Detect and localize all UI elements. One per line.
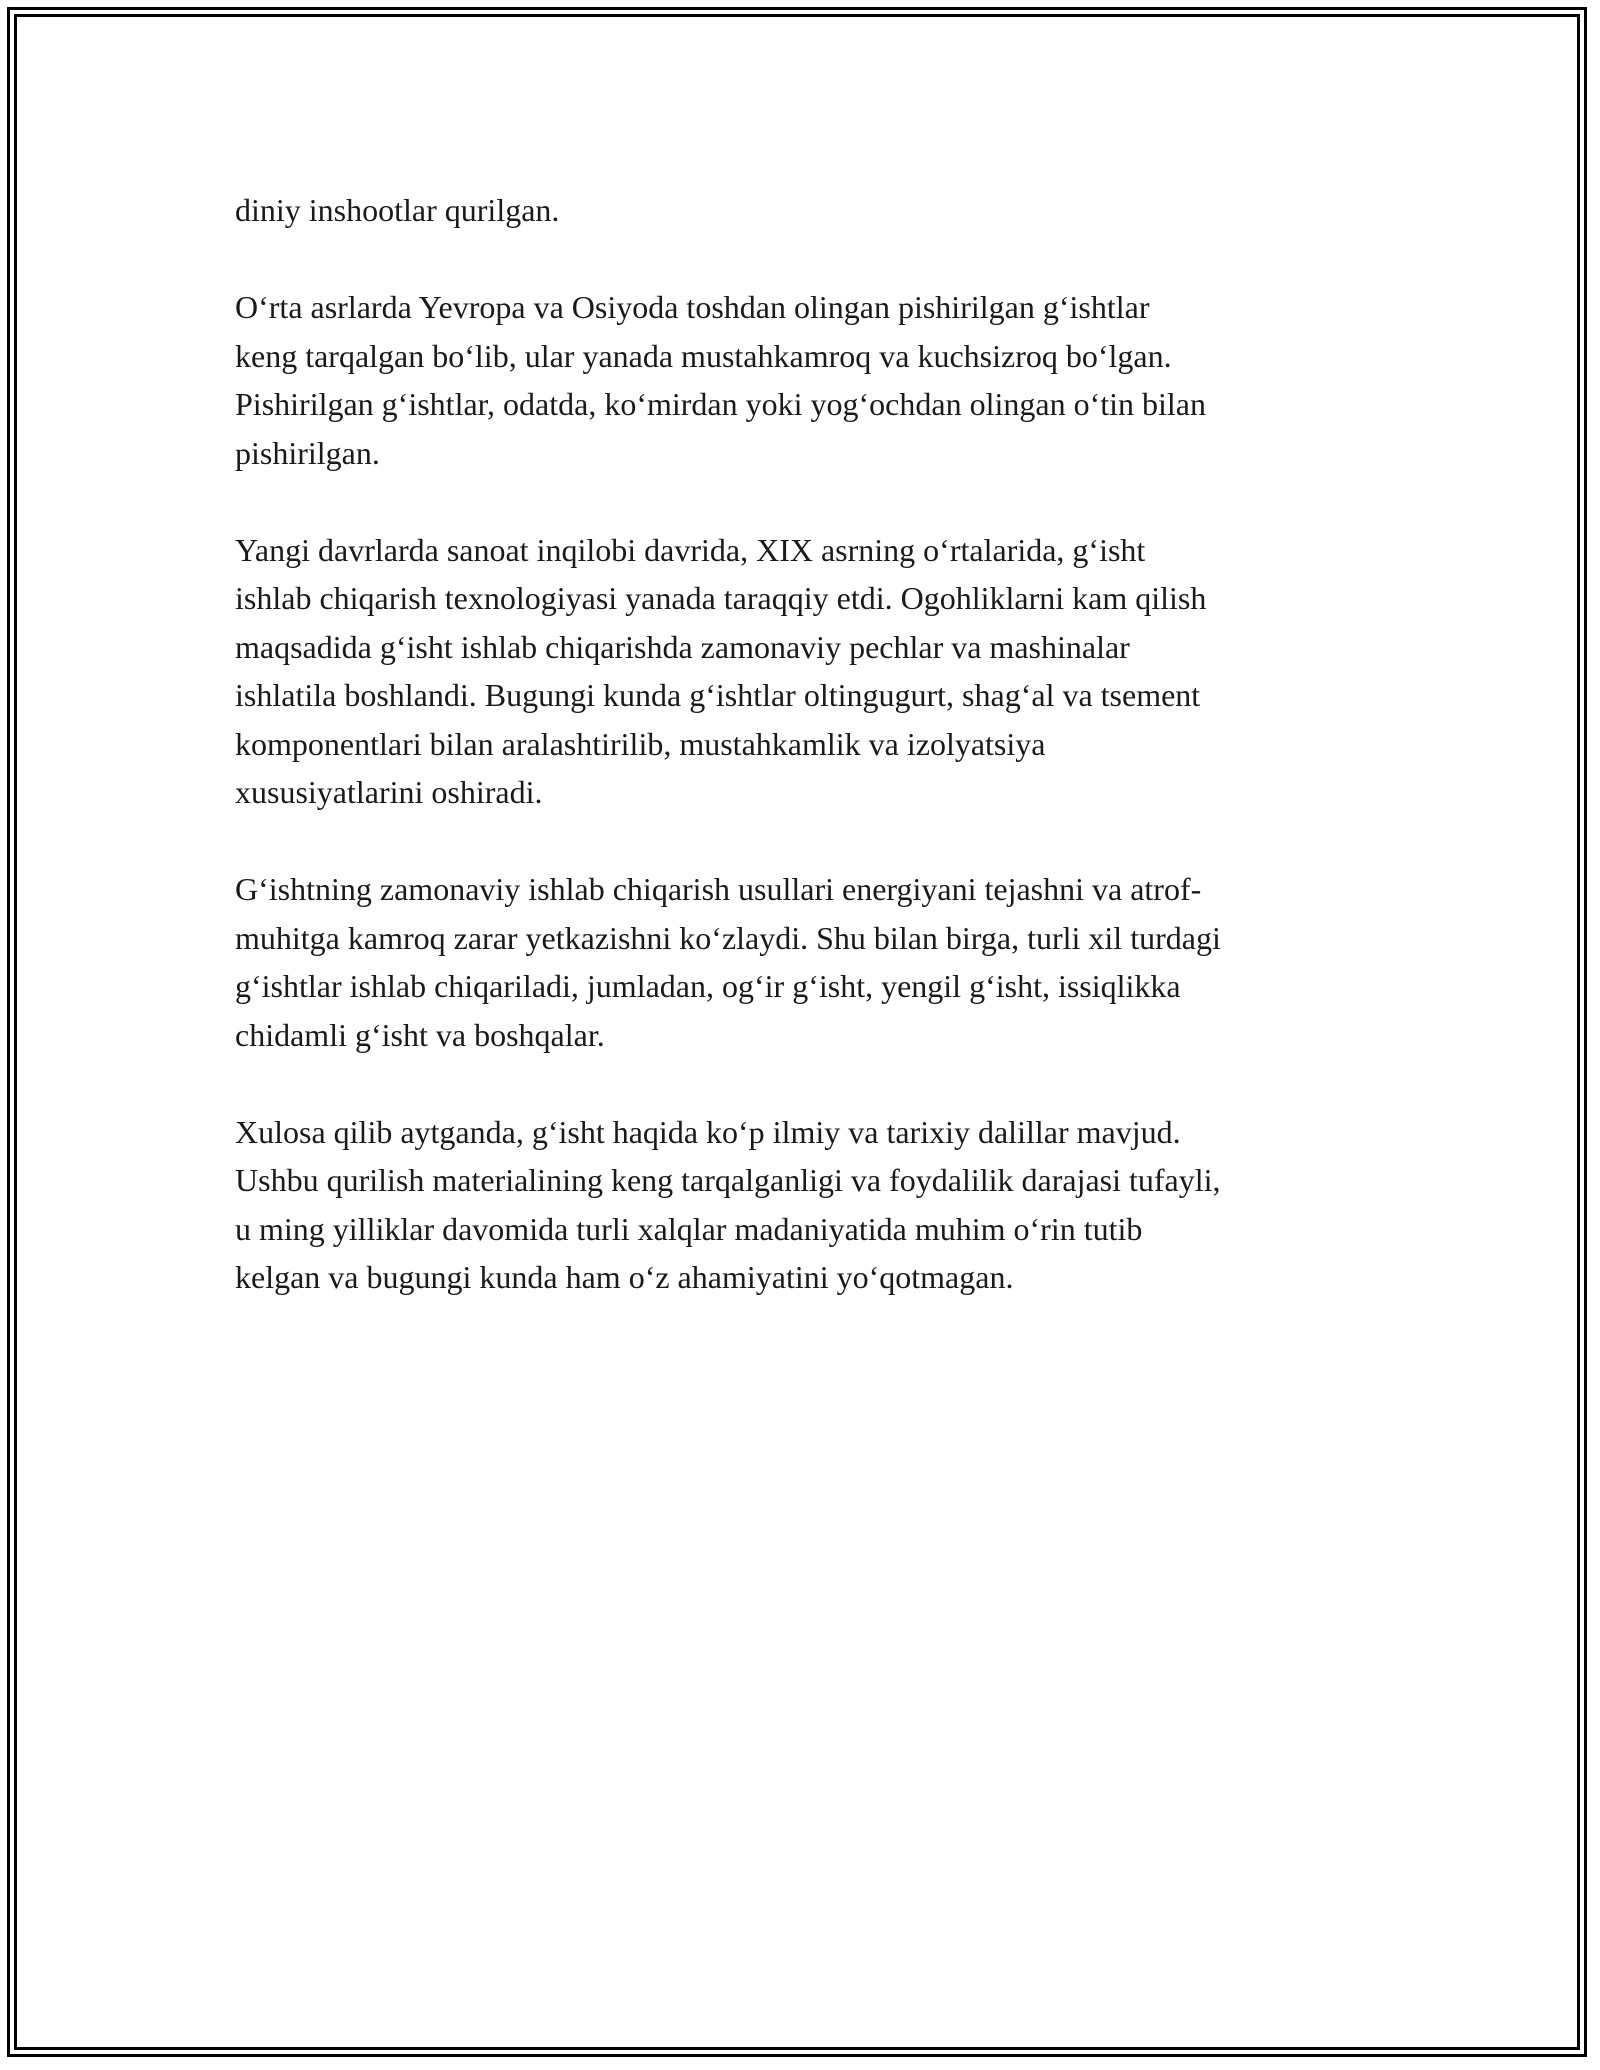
document-body [235, 186, 1395, 1350]
paragraph-4: G‘ishtning zamonaviy ishlab chiqarish usullari energiyani tejashni va atrof- muhitga kamroq zarar yetkazishni ko‘zlaydi. Shu bilan birga, turli xil turdagi g‘ishtlar ishlab chiqariladi, jumladan, og‘ir g‘isht, yengil g‘isht, issiqlikka chidamli g‘isht va boshqalar. [235, 871, 1221, 1053]
paragraph-3: Yangi davrlarda sanoat inqilobi davrida, XIX asrning o‘rtalarida, g‘isht ishlab chiqarish texnologiyasi yanada taraqqiy etdi. Ogohliklarni kam qilish maqsadida g‘isht ishlab chiqarishda zamonaviy pechlar va mashinalar ishlatila boshlandi. Bugungi kunda g‘ishtlar oltingugurt, shag‘al va tsement komponentlari bilan aralashtirilib, mustahkamlik va izolyatsiya xususiyatlarini oshiradi. [235, 531, 1207, 810]
paragraph-1: diniy inshootlar qurilgan. [235, 192, 560, 228]
paragraph-5: Xulosa qilib aytganda, g‘isht haqida ko‘p ilmiy va tarixiy dalillar mavjud. Ushbu qurilish materialining keng tarqalganligi va foydalilik darajasi tufayli, u ming yilliklar davomida turli xalqlar madaniyatida muhim o‘rin tutib kelgan va bugungi kunda ham o‘z ahamiyatini yo‘qotmagan. [235, 1113, 1221, 1295]
paragraph-2: O‘rta asrlarda Yevropa va Osiyoda toshdan olingan pishirilgan g‘ishtlar keng tarqalgan bo‘lib, ular yanada mustahkamroq va kuchsizroq bo‘lgan. Pishirilgan g‘ishtlar, odatda, ko‘mirdan yoki yog‘ochdan olingan o‘tin bilan pishirilgan. [235, 289, 1206, 471]
